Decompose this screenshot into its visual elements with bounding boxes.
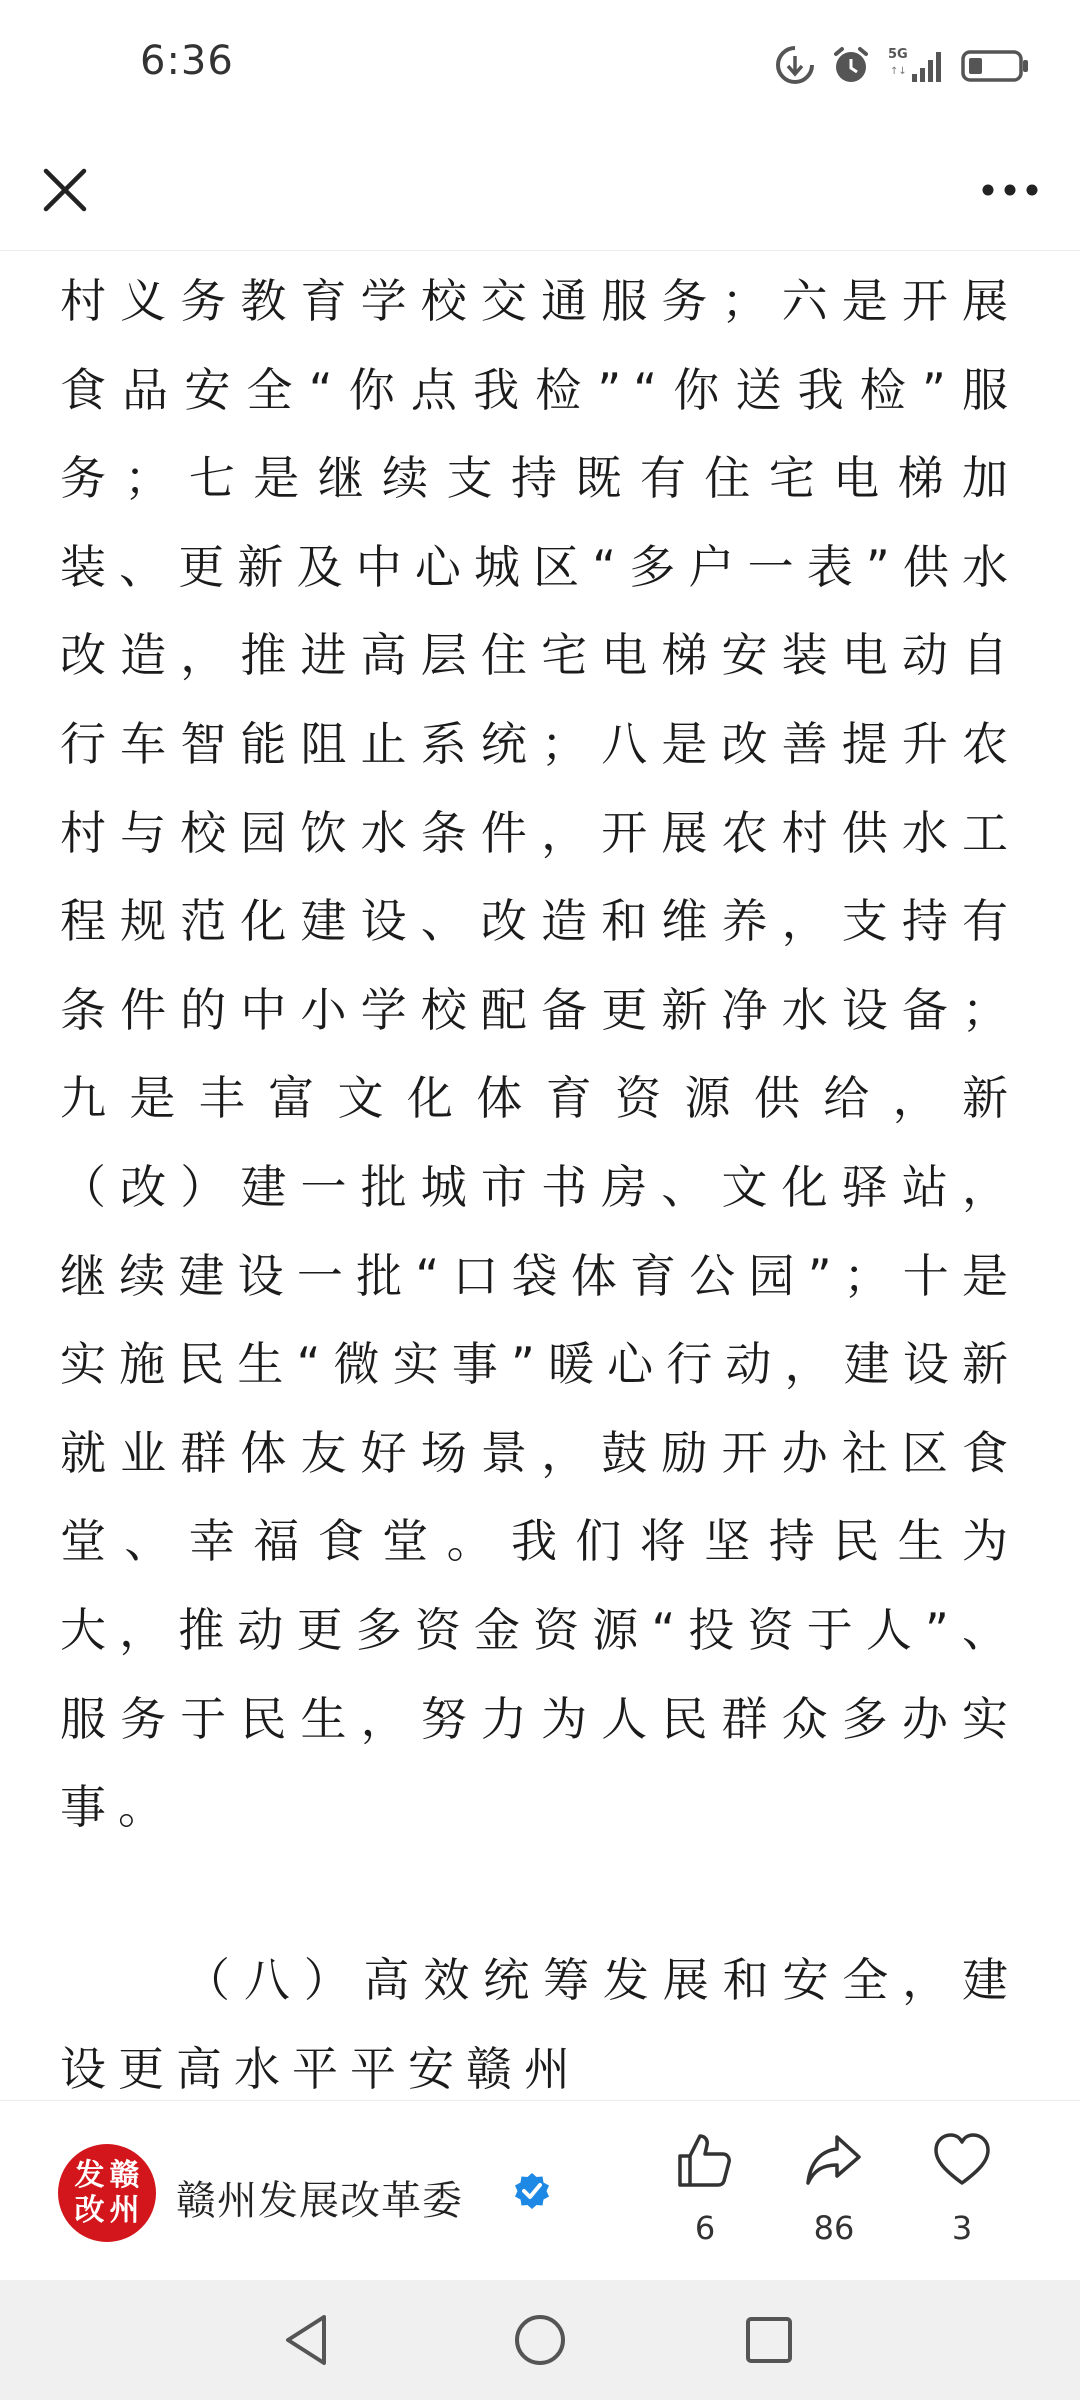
favorite-count: 3 [951, 2209, 973, 2247]
svg-text:↑↓: ↑↓ [890, 66, 907, 77]
5g-signal-icon [886, 44, 946, 86]
home-circle-icon [512, 2312, 568, 2368]
article-content [0, 250, 1080, 2100]
nav-recent-button[interactable] [739, 2310, 799, 2370]
like-count: 6 [694, 2209, 716, 2247]
svg-text:5G: 5G [888, 47, 908, 62]
avatar-logo [72, 2158, 142, 2228]
status-icons [774, 40, 1030, 90]
article-paragraph: 村义务教育学校交通服务；六是开展食品安全“你点我检”“你送我检”服务；七是继续支持既有住宅电梯加装、更新及中心城区“多户一表”供水改造，推进高层住宅电梯安装电动自行车智能阻止系统；八是改善提升农村与校园饮水条件，开展农村供水工程规范化建设、改造和维养，支持有条件的中小学校配备更新净水设备；九是丰富文化体育资源供给，新（改）建一批城市书房、文化驿站，继续建设一批“口袋体育公园”；十是实施民生“微实事”暖心行动，建设新就业群体友好场景，鼓励开办社区食堂、幸福食堂。我们将坚持民生为大，推动更多资金资源“投资于人”、服务于民生，努力为人民群众多办实事。 [60, 274, 1020, 1835]
alarm-icon [830, 44, 872, 86]
close-button[interactable] [30, 155, 100, 225]
avatar-char: 发 [74, 2158, 105, 2193]
status-time: 6:36 [140, 38, 234, 84]
author-avatar[interactable] [58, 2144, 156, 2242]
more-horizontal-icon [980, 180, 1040, 200]
like-button[interactable] [655, 2129, 755, 2247]
author-name[interactable]: 赣州发展改革委 [176, 2178, 463, 2224]
battery-icon [960, 44, 1030, 86]
nav-home-button[interactable] [510, 2310, 570, 2370]
heart-icon [931, 2129, 993, 2191]
system-nav-bar [0, 2280, 1080, 2400]
back-triangle-icon [282, 2313, 332, 2367]
status-bar [0, 0, 1080, 130]
author-action-bar [0, 2100, 1080, 2281]
data-saver-icon [774, 44, 816, 86]
share-count: 86 [813, 2209, 855, 2247]
favorite-button[interactable] [912, 2129, 1012, 2247]
avatar-char: 赣 [109, 2158, 140, 2193]
recent-apps-square-icon [743, 2314, 795, 2366]
top-bar [0, 130, 1080, 251]
share-button[interactable] [784, 2129, 884, 2247]
more-options-button[interactable] [970, 155, 1050, 225]
avatar-char: 改 [74, 2193, 105, 2228]
share-icon [803, 2129, 865, 2191]
nav-back-button[interactable] [277, 2310, 337, 2370]
thumbs-up-icon [674, 2129, 736, 2191]
avatar-char: 州 [109, 2193, 140, 2228]
close-icon [40, 165, 90, 215]
verified-badge-icon [512, 2171, 552, 2211]
article-heading: （八）高效统筹发展和安全，建设更高水平平安赣州 [60, 1953, 1020, 2096]
